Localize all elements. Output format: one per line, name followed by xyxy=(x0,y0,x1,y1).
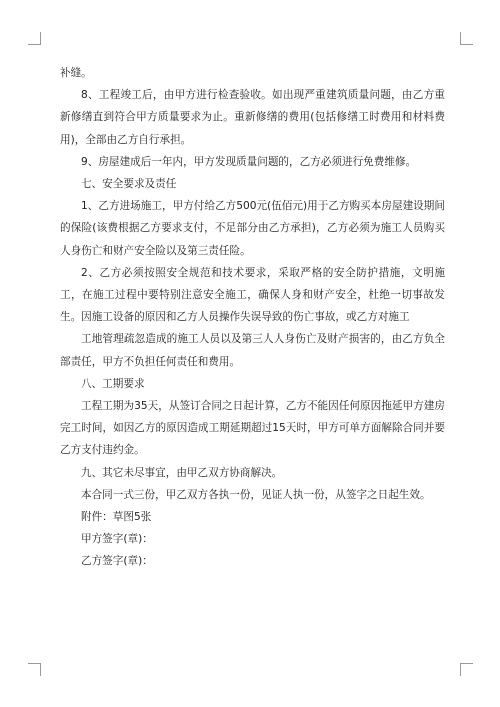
crop-mark-bottom-left xyxy=(28,663,41,676)
clause-9-warranty: 9、房屋建成后一年内，甲方发现质量问题的，乙方必须进行免费维修。 xyxy=(81,155,417,168)
schedule-clause: 工程工期为35天，从签订合同之日起计算，乙方不能因任何原因拖延甲方建房完工时间，如因乙方的原因造成工期延期超过15天时，甲方可单方面解除合同并要乙方支付违约金。 xyxy=(60,400,445,457)
crop-mark-top-right xyxy=(460,32,473,45)
clause-8-completion-inspection: 8、工程竣工后，由甲方进行检查验收。如出现严重建筑质量问题，由乙方重新修缮直到符合甲方质量要求为止。重新修缮的费用(包括修缮工时费用和材料费用)，全部由乙方自行承担。 xyxy=(60,89,445,146)
safety-clause-1-insurance: 1、乙方进场施工，甲方付给乙方500元(伍佰元)用于乙方购买本房屋建设期间的保险(该费根据乙方要求支付，不足部分由乙方承担)，乙方必须为施工人员购买人身伤亡和财产安全险以及第三责任险。 xyxy=(60,200,445,257)
crop-mark-top-left xyxy=(28,32,41,45)
contract-copies-clause: 本合同一式三份，甲乙双方各执一份，见证人执一份，从签字之日起生效。 xyxy=(81,488,431,501)
safety-clause-2-continuation: 工地管理疏忽造成的施工人员以及第三人人身伤亡及财产损害的，由乙方负全部责任，甲方不负担任何责任和费用。 xyxy=(60,333,445,368)
party-a-signature-line: 甲方签字(章)： xyxy=(81,533,153,546)
crop-mark-bottom-right xyxy=(460,663,473,676)
document-body xyxy=(60,62,445,573)
section-heading-safety: 七、安全要求及责任 xyxy=(81,178,177,191)
paragraph-continuation: 补缝。 xyxy=(60,67,92,79)
party-b-signature-line: 乙方签字(章)： xyxy=(81,555,153,568)
section-heading-schedule: 八、工期要求 xyxy=(81,377,145,390)
safety-clause-2-protection: 2、乙方必须按照安全规范和技术要求，采取严格的安全防护措施，文明施工，在施工过程中要特别注意安全施工，确保人身和财产安全，杜绝一切事故发生。因施工设备的原因和乙方人员操作失误导致的伤亡事故，或乙方对施工 xyxy=(60,266,445,324)
attachment-line: 附件：草图5张 xyxy=(81,511,152,524)
clause-9-other-matters: 九、其它未尽事宜，由甲乙双方协商解决。 xyxy=(81,466,283,479)
